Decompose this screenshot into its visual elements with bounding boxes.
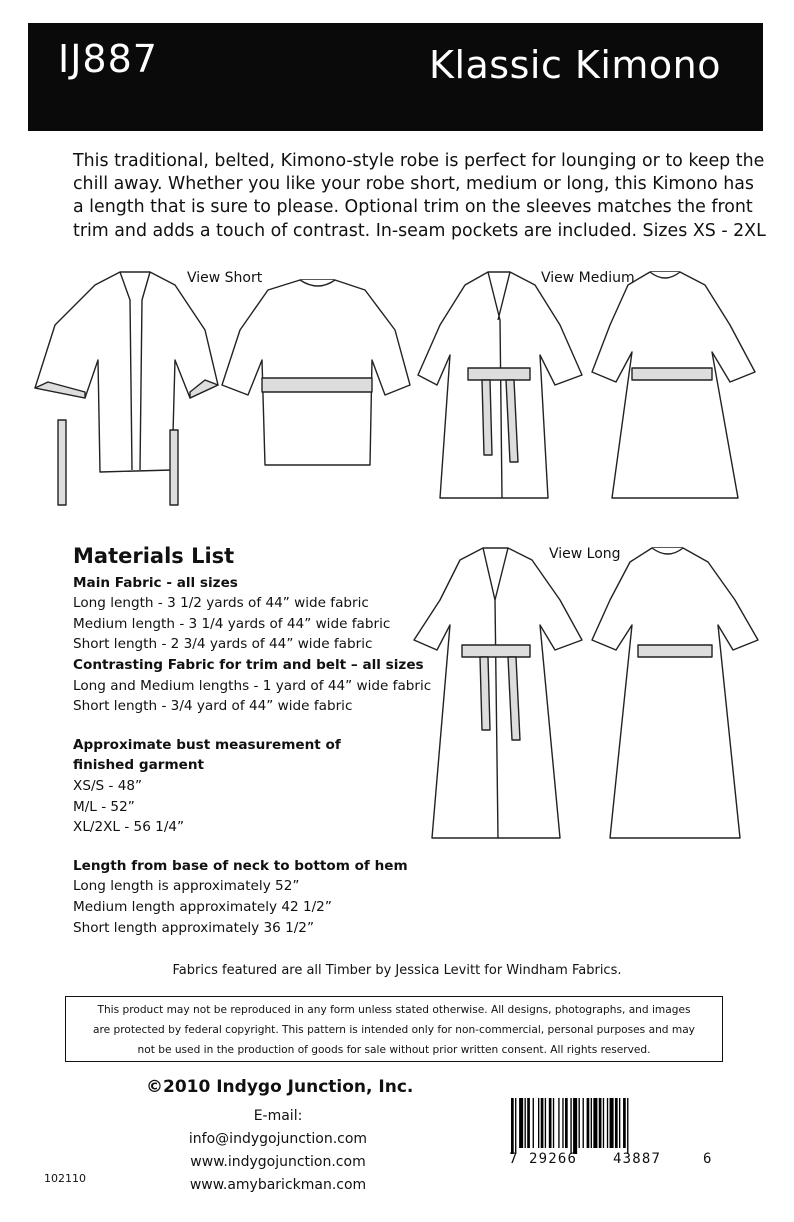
copyright-notice-box — [65, 996, 723, 1062]
pattern-code: IJ887 — [58, 37, 158, 81]
intro-line: trim and adds a touch of contrast. In-seam pockets are included. Sizes XS - 2XL — [73, 220, 766, 241]
barcode-lead-digit: 7 — [509, 1151, 518, 1167]
legal-line: not be used in the production of goods for sale without prior written consent. All rights reserved. — [137, 1044, 651, 1056]
view-long-label: View Long — [549, 546, 621, 562]
legal-line: This product may not be reproduced in any form unless stated otherwise. All designs, photographs, and images — [97, 1004, 691, 1016]
materials-heading: Materials List — [73, 544, 235, 568]
main-fabric-item: Medium length - 3 1/4 yards of 44” wide fabric — [73, 615, 391, 632]
company-copyright: ©2010 Indygo Junction, Inc. — [146, 1077, 414, 1097]
medium-front-illustration — [418, 272, 582, 498]
company-contact — [168, 1105, 388, 1197]
bust-item: XL/2XL - 56 1/4” — [73, 819, 185, 836]
company-email: E-mail: info@indygojunction.com — [188, 1108, 368, 1147]
intro-line: This traditional, belted, Kimono-style robe is perfect for lounging or to keep the — [73, 151, 765, 171]
barcode-icon — [509, 1098, 714, 1154]
legal-line: are protected by federal copyright. This pattern is intended only for non-commercial, personal purposes and may — [93, 1024, 695, 1036]
company-website: www.indygojunction.com — [190, 1154, 366, 1170]
fabrics-note: Fabrics featured are all Timber by Jessica Levitt for Windham Fabrics. — [172, 963, 622, 978]
length-heading: Length from base of neck to bottom of hem — [73, 857, 408, 874]
main-fabric-item: Short length - 2 3/4 yards of 44” wide fabric — [73, 636, 373, 653]
bust-item: M/L - 52” — [73, 798, 135, 815]
barcode-left-digits: 29266 — [529, 1151, 578, 1167]
bust-item: XS/S - 48” — [73, 777, 143, 794]
main-fabric-heading: Main Fabric - all sizes — [73, 574, 238, 591]
contrast-fabric-item: Short length - 3/4 yard of 44” wide fabric — [73, 698, 353, 715]
intro-line: a length that is sure to please. Optional trim on the sleeves matches the front — [73, 197, 753, 218]
barcode-check-digit: 6 — [703, 1151, 712, 1167]
view-medium-label: View Medium — [541, 270, 635, 286]
materials-list — [73, 546, 433, 938]
short-back-illustration — [222, 280, 410, 465]
contrast-fabric-heading: Contrasting Fabric for trim and belt – all sizes — [73, 656, 424, 673]
bust-heading: Approximate bust measurement of — [73, 736, 341, 753]
length-item: Long length is approximately 52” — [73, 878, 300, 895]
long-front-illustration — [414, 548, 582, 838]
bust-heading: finished garment — [73, 757, 205, 774]
medium-back-illustration — [592, 272, 755, 498]
short-front-illustration — [35, 272, 218, 505]
product-code: 102110 — [44, 1172, 86, 1185]
designer-website: www.amybarickman.com — [189, 1177, 367, 1193]
length-item: Short length approximately 36 1/2” — [73, 919, 314, 936]
pattern-title: Klassic Kimono — [429, 43, 721, 87]
main-fabric-item: Long length - 3 1/2 yards of 44” wide fabric — [73, 595, 369, 612]
barcode-right-digits: 43887 — [613, 1151, 662, 1167]
view-short-label: View Short — [187, 270, 263, 286]
intro-line: chill away. Whether you like your robe short, medium or long, this Kimono has — [73, 174, 754, 195]
long-back-illustration — [592, 548, 758, 838]
contrast-fabric-item: Long and Medium lengths - 1 yard of 44” wide fabric — [73, 677, 432, 694]
length-item: Medium length approximately 42 1/2” — [73, 898, 332, 915]
